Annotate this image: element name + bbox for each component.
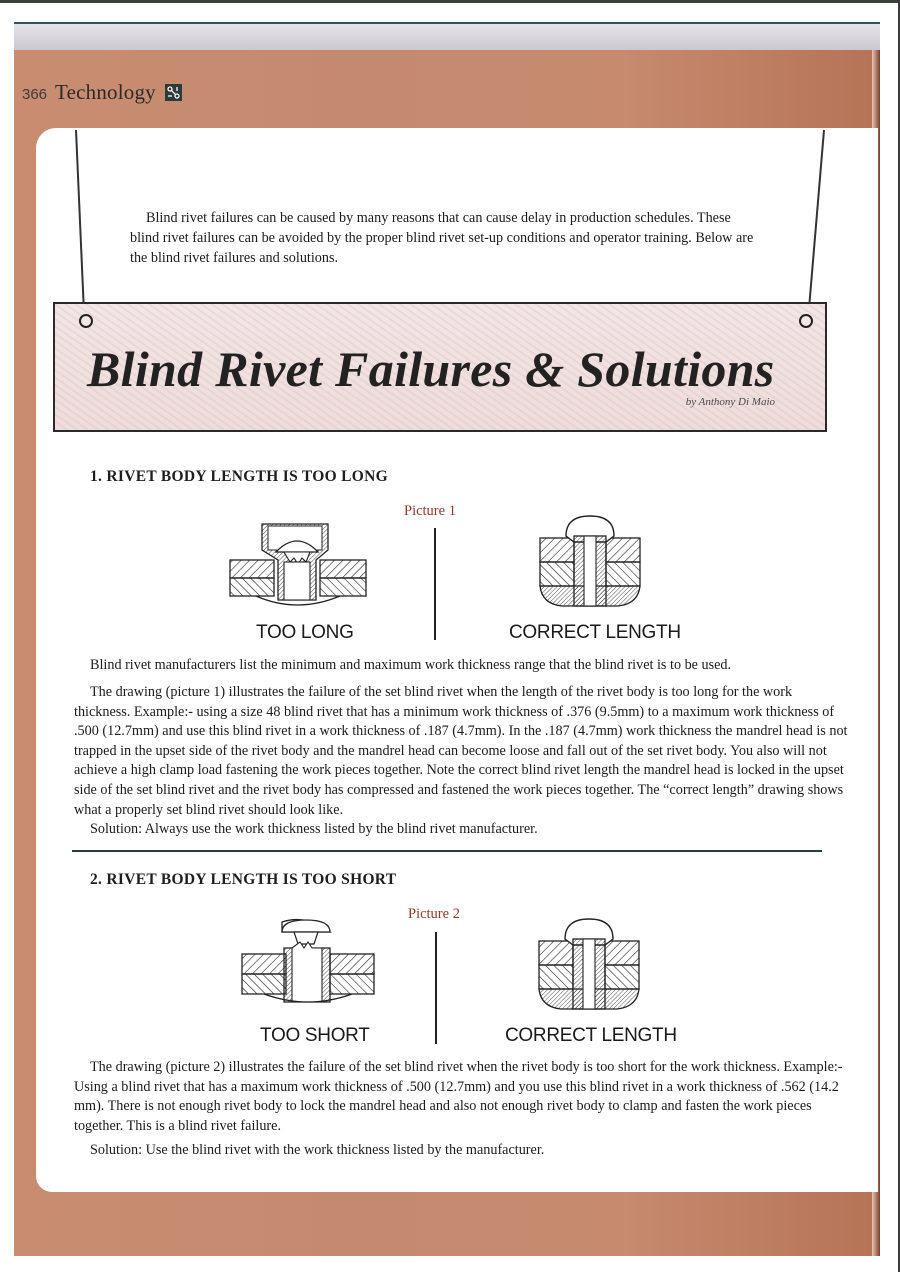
page-edge xyxy=(0,0,900,3)
rivet-too-long-diagram xyxy=(228,522,368,606)
running-header xyxy=(22,80,182,105)
article-byline: by Anthony Di Maio xyxy=(685,396,775,408)
page-number: 366 xyxy=(22,86,48,103)
title-board xyxy=(53,302,827,432)
figure-caption-too-short: TOO SHORT xyxy=(260,1025,370,1046)
body-paragraph: The drawing (picture 1) illustrates the failure of the set blind rivet when the length of the rivet body is too long for the work thickness. Example:- using a size 48 blind rivet that has a minimum work thickness of .376 (9.5mm) to a maximum work thickness of .500 (12.7mm) and use this blind rivet in a work thickness of .187 (4.7mm). In the .187 (4.7mm) work thickness the mandrel head is not trapped in the upset side of the rivet body and the mandrel head can become loose and fall out of the set rivet body. You also will not achieve a high clamp load fastening the work pieces together. Note the correct blind rivet length the mandrel head is locked in the upset side of the set blind rivet and the rivet body has compressed and fastened the work pieces together. The “correct length” drawing shows what a properly set blind rivet should look like. xyxy=(74,684,848,818)
rivet-too-short-diagram xyxy=(240,918,376,1006)
technology-logo-icon xyxy=(165,84,182,101)
rivet-correct-length-diagram xyxy=(537,915,641,1013)
intro-paragraph: Blind rivet failures can be caused by many reasons that can cause delay in production schedules. These blind rivet failures can be avoided by the proper blind rivet set-up conditions and operator training. Below are the blind rivet failures and solutions. xyxy=(130,210,754,266)
figure-caption-correct-length: CORRECT LENGTH xyxy=(505,1025,677,1046)
body-paragraph: The drawing (picture 2) illustrates the failure of the set blind rivet when the rivet body is too short for the work thickness. Example:- Using a blind rivet that has a maximum work thickness of .500 (12.7mm) and you use this blind rivet in a work thickness of .562 (14.2 mm). There is not enough rivet body to lock the mandrel head and also not enough rivet body to clamp and fasten the work pieces together. This is a blind rivet failure. xyxy=(74,1059,843,1134)
section-divider xyxy=(72,850,822,852)
article-title: Blind Rivet Failures & Solutions xyxy=(87,341,775,397)
body-paragraph: Blind rivet manufacturers list the minimum and maximum work thickness range that the blind rivet is to be used. xyxy=(90,657,732,673)
section-heading: 2. RIVET BODY LENGTH IS TOO SHORT xyxy=(90,870,397,889)
top-silver-band xyxy=(14,22,880,52)
figure-divider xyxy=(435,932,437,1044)
solution-paragraph: Solution: Always use the work thickness listed by the blind rivet manufacturer. xyxy=(90,821,538,837)
picture-label: Picture 1 xyxy=(404,503,456,519)
solution-paragraph: Solution: Use the blind rivet with the work thickness listed by the manufacturer. xyxy=(90,1142,545,1158)
rivet-correct-length-diagram xyxy=(538,512,642,612)
hanging-ring-icon xyxy=(799,314,813,328)
section-heading: 1. RIVET BODY LENGTH IS TOO LONG xyxy=(90,467,389,486)
picture-label: Picture 2 xyxy=(408,906,460,922)
figure-caption-too-long: TOO LONG xyxy=(256,622,354,643)
figure-divider xyxy=(434,528,436,640)
hanging-ring-icon xyxy=(79,314,93,328)
section-name: Technology xyxy=(55,80,156,104)
figure-caption-correct-length: CORRECT LENGTH xyxy=(509,622,681,643)
